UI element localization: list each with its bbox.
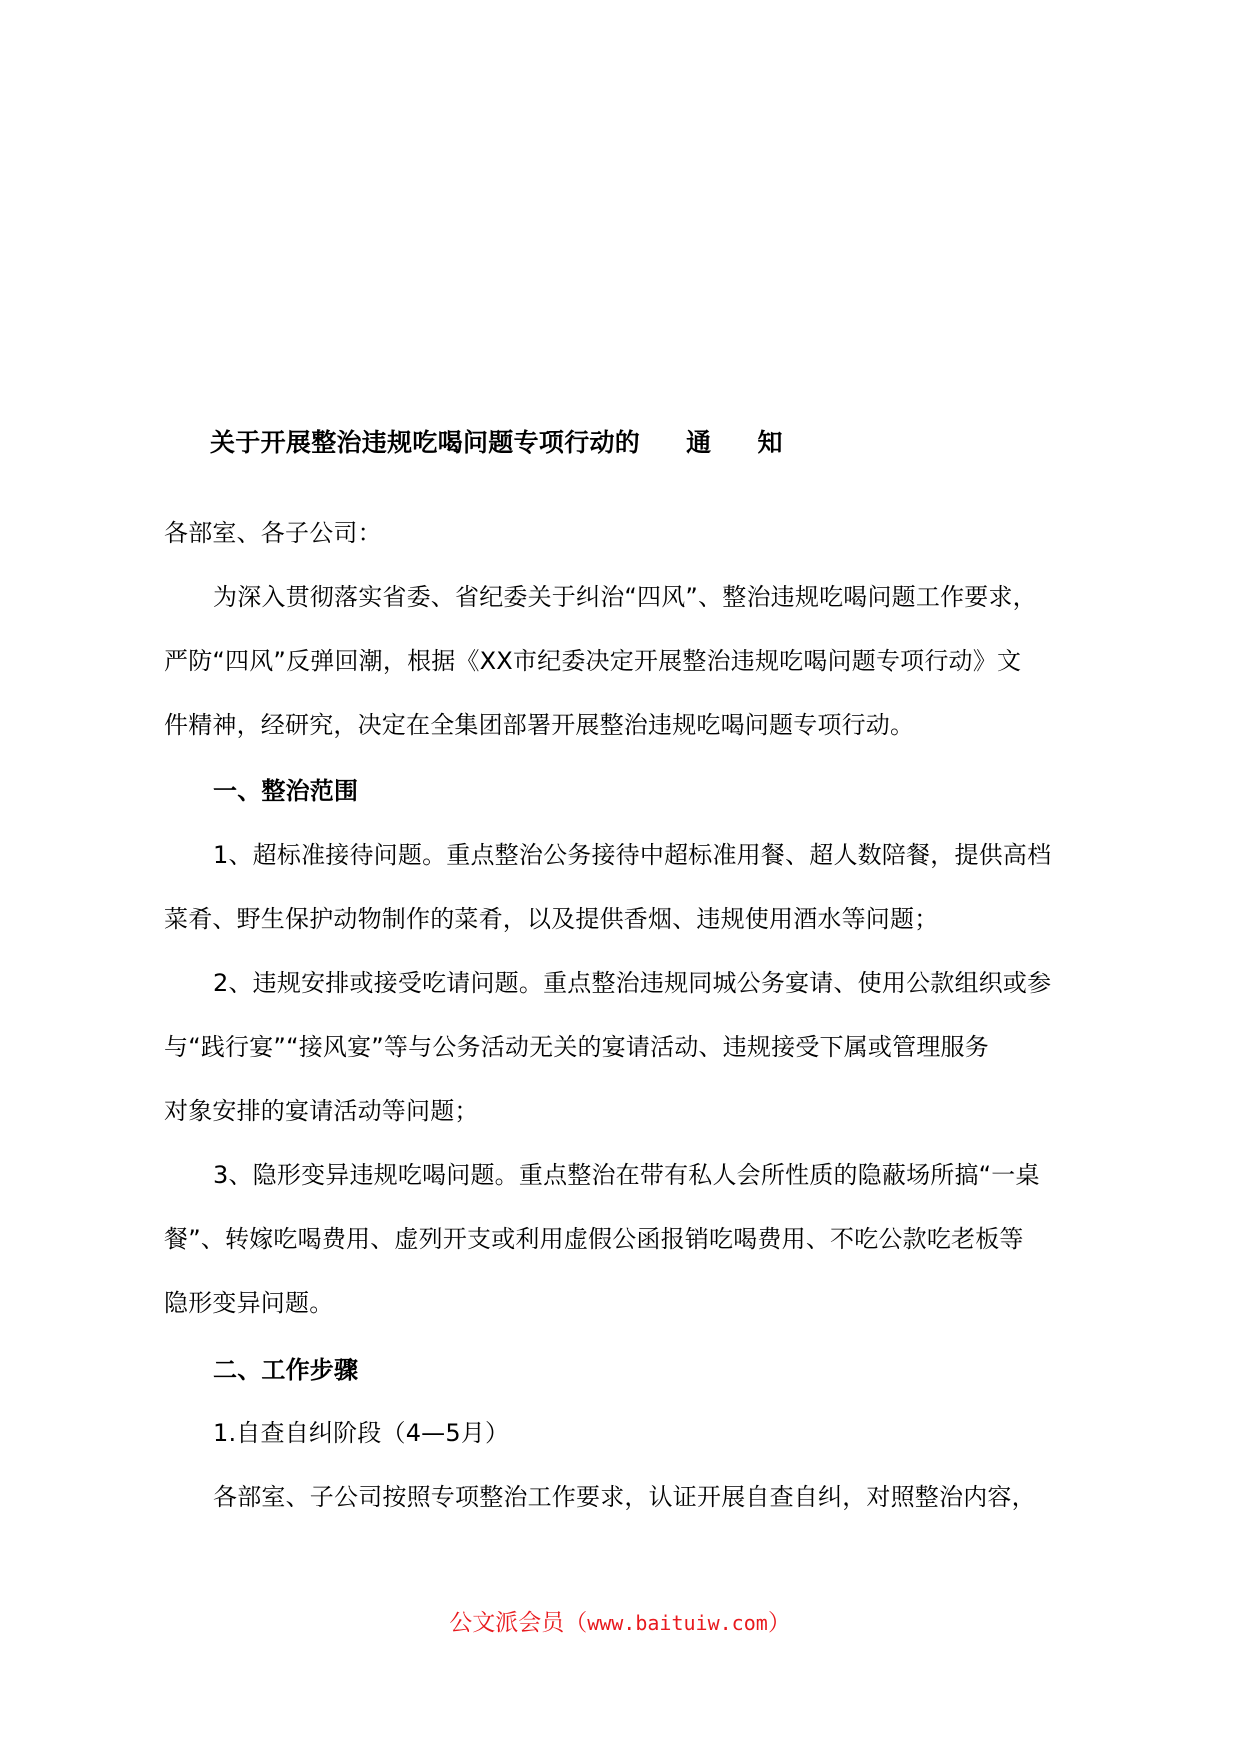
footer-close: ） — [767, 1610, 791, 1636]
item1-line-2: 菜肴、野生保护动物制作的菜肴，以及提供香烟、违规使用酒水等问题； — [164, 905, 939, 933]
item3-line-3: 隐形变异问题。 — [164, 1289, 334, 1317]
item1-line-1: 1、超标准接待问题。重点整治公务接待中超标准用餐、超人数陪餐，提供高档 — [213, 841, 1052, 869]
title-char-tong: 通 — [686, 428, 712, 457]
step1-heading: 1.自查自纠阶段（4—5月） — [213, 1419, 510, 1447]
salutation: 各部室、各子公司： — [164, 519, 382, 547]
intro-line-1: 为深入贯彻落实省委、省纪委关于纠治“四风”、整治违规吃喝问题工作要求， — [213, 583, 1037, 611]
step1-text: 各部室、子公司按照专项整治工作要求，认证开展自查自纠，对照整治内容， — [213, 1483, 1036, 1511]
footer-label: 公文派会员（ — [449, 1610, 588, 1636]
intro-line-2: 严防“四风”反弹回潮，根据《XX市纪委决定开展整治违规吃喝问题专项行动》文 — [164, 647, 1022, 675]
section-heading-scope: 一、整治范围 — [213, 777, 359, 805]
item2-line-2: 与“践行宴”“接风宴”等与公务活动无关的宴请活动、违规接受下属或管理服务 — [164, 1033, 989, 1061]
item2-line-1: 2、违规安排或接受吃请问题。重点整治违规同城公务宴请、使用公款组织或参 — [213, 969, 1052, 997]
footer-url: www.baituiw.com — [587, 1611, 768, 1635]
title-main: 关于开展整治违规吃喝问题专项行动的 — [210, 428, 641, 457]
item3-line-1: 3、隐形变异违规吃喝问题。重点整治在带有私人会所性质的隐蔽场所搞“一桌 — [213, 1161, 1040, 1189]
intro-line-3: 件精神，经研究，决定在全集团部署开展整治违规吃喝问题专项行动。 — [164, 711, 915, 739]
item2-line-3: 对象安排的宴请活动等问题； — [164, 1097, 479, 1125]
item3-line-2: 餐”、转嫁吃喝费用、虚列开支或利用虚假公函报销吃喝费用、不吃公款吃老板等 — [164, 1225, 1024, 1253]
section-heading-steps: 二、工作步骤 — [213, 1356, 359, 1384]
title-char-zhi: 知 — [757, 428, 783, 457]
footer-watermark — [0, 1608, 1240, 1638]
document-title — [210, 428, 783, 458]
